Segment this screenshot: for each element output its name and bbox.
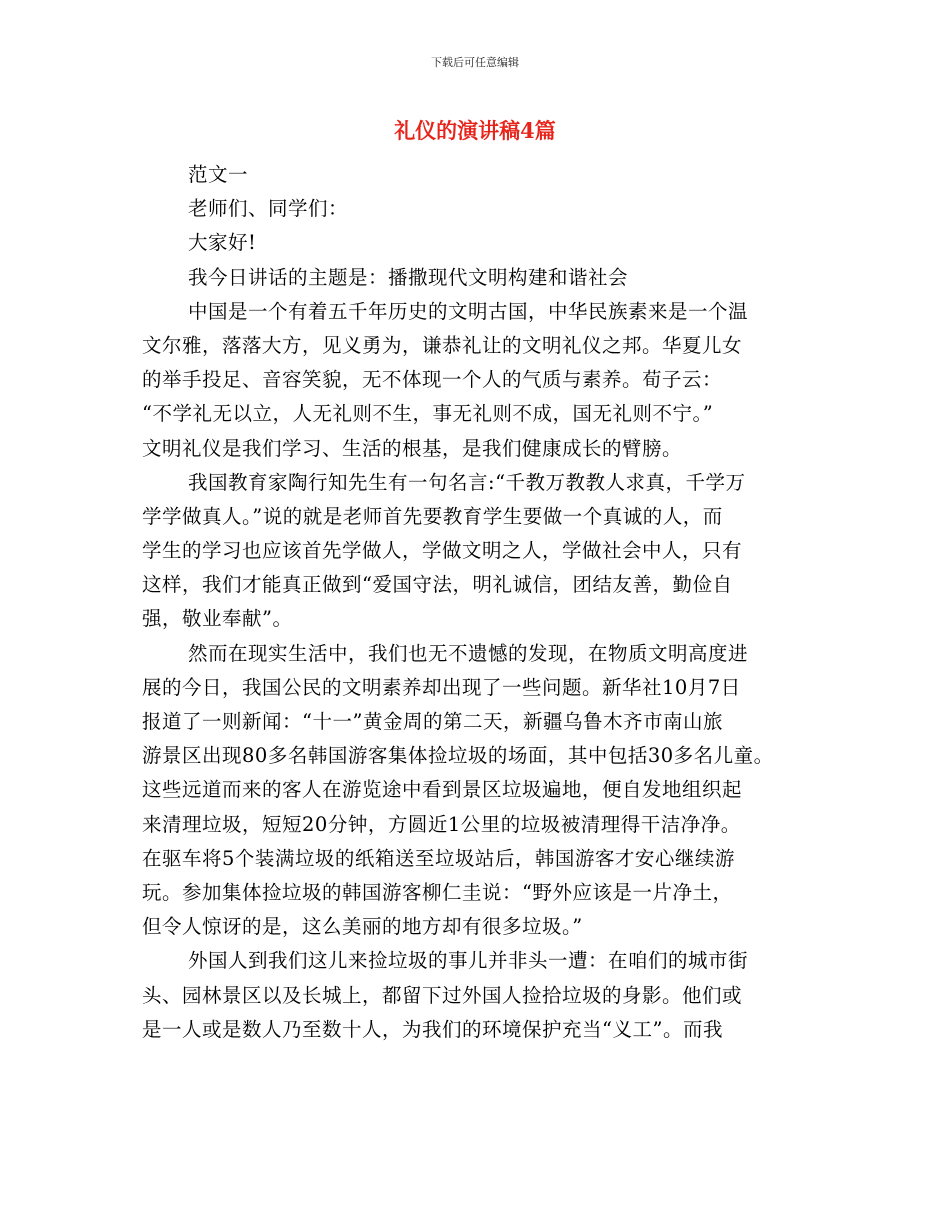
text-line: 我国教育家陶行知先生有一句名言:“千教万教教人求真，千学万 <box>188 470 746 494</box>
text-line: 外国人到我们这儿来捡垃圾的事儿并非头一遭：在咱们的城市街 <box>188 949 749 973</box>
text-line: 这些远道而来的客人在游览途中看到景区垃圾遍地，便自发地组织起 <box>142 778 743 802</box>
text-line: 然而在现实生活中，我们也无不遗憾的发现，在物质文明高度进 <box>188 641 749 665</box>
text-line: “不学礼无以立，人无礼则不生，事无礼则不成，国无礼则不宁。” <box>142 402 714 426</box>
text-line: 老师们、同学们： <box>188 197 349 221</box>
text-line: 游景区出现80多名韩国游客集体捡垃圾的场面，其中包括30多名儿童。 <box>142 744 774 768</box>
text-line: 我今日讲话的主题是：播撒现代文明构建和谐社会 <box>188 265 629 289</box>
text-line: 文尔雅，落落大方，见义勇为，谦恭礼让的文明礼仪之邦。华夏儿女 <box>142 333 743 357</box>
text-line: 范文一 <box>188 163 249 186</box>
text-line: 玩。参加集体捡垃圾的韩国游客柳仁圭说：“野外应该是一片净土， <box>142 880 733 904</box>
text-line: 的举手投足、音容笑貌，无不体现一个人的气质与素养。荀子云： <box>142 368 723 392</box>
text-line: 文明礼仪是我们学习、生活的根基，是我们健康成长的臂膀。 <box>142 436 683 460</box>
text-line: 但令人惊讶的是，这么美丽的地方却有很多垃圾。” <box>142 915 583 939</box>
document-body <box>142 158 842 1047</box>
text-line: 在驱车将5个装满垃圾的纸箱送至垃圾站后，韩国游客才安心继续游 <box>142 846 735 870</box>
text-line: 来清理垃圾，短短20分钟，方圆近1公里的垃圾被清理得干洁净净。 <box>142 812 741 836</box>
text-line: 头、园林景区以及长城上，都留下过外国人捡拾垃圾的身影。他们或 <box>142 983 743 1007</box>
text-line: 展的今日，我国公民的文明素养却出现了一些问题。新华社10月7日 <box>142 675 741 699</box>
text-line: 学学做真人。”说的就是老师首先要教育学生要做一个真诚的人，而 <box>142 504 723 528</box>
document-title: 礼仪的演讲稿4篇 <box>394 118 556 143</box>
text-line: 学生的学习也应该首先学做人，学做文明之人，学做社会中人，只有 <box>142 539 743 563</box>
text-line: 是一人或是数人乃至数十人，为我们的环境保护充当“义工”。而我 <box>142 1017 723 1041</box>
text-line: 报道了一则新闻：“十一”黄金周的第二天，新疆乌鲁木齐市南山旅 <box>142 710 723 733</box>
text-line: 强，敬业奉献”。 <box>142 607 293 631</box>
text-line: 这样，我们才能真正做到“爱国守法，明礼诚信，团结友善，勤俭自 <box>142 573 733 597</box>
text-line: 中国是一个有着五千年历史的文明古国，中华民族素来是一个温 <box>188 299 749 323</box>
text-line: 大家好! <box>188 231 257 255</box>
header-note: 下载后可任意编辑 <box>431 56 519 69</box>
